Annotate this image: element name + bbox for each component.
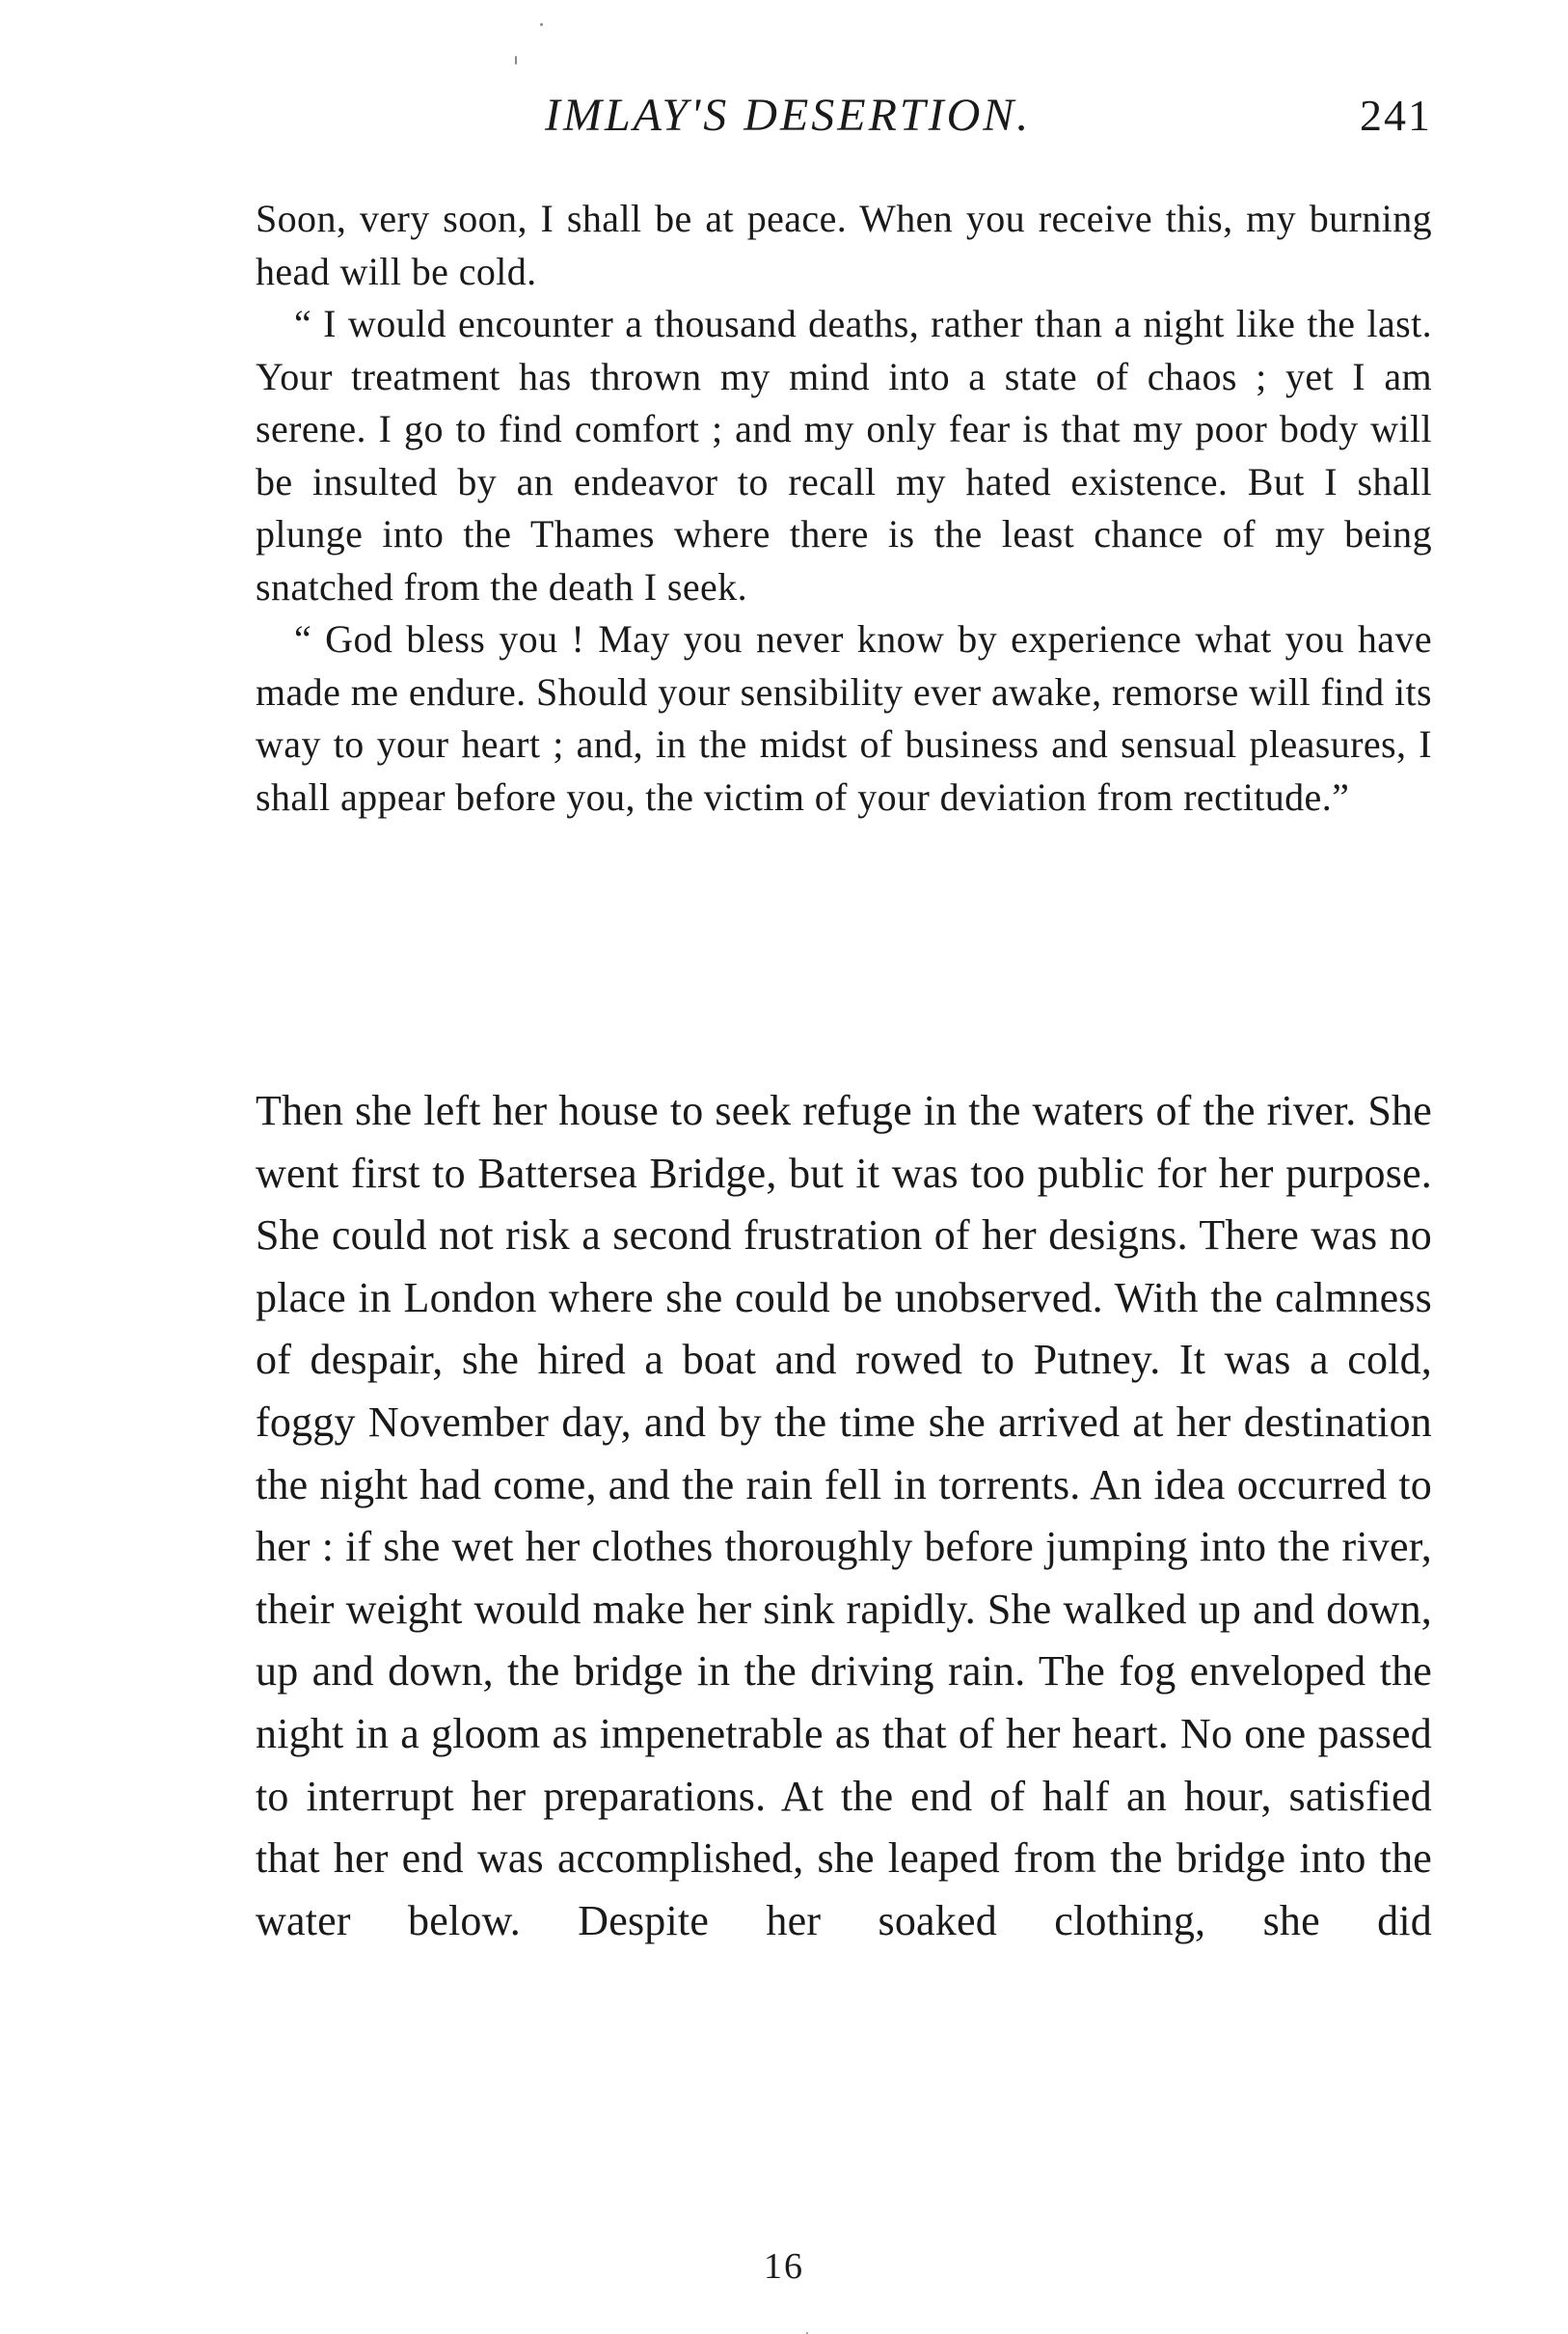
letter-paragraph: “ God bless you ! May you never know by experience what you have made me endure. Should your sensibility ever awake, remorse will find its way to your heart ; and, in the midst of business and sensual pleasures, I shall appear before you, the victim of your deviation from rectitude.” (256, 617, 1432, 819)
letter-paragraph: Soon, very soon, I shall be at peace. When you receive this, my burning head will be cold. (256, 197, 1432, 293)
narrative-paragraph: Then she left her house to seek refuge in the waters of the river. She went first to Battersea Bridge, but it was too public for her purpose. She could not risk a second frustration of her designs. There was no place in London where she could be unobserved. With the calmness of despair, she hired a boat and rowed to Putney. It was a cold, foggy November day, and by the time she arrived at her destination the night had come, and the rain fell in torrents. An idea occurred to her : if she wet her clothes thoroughly before jumping into the river, their weight would make her sink rapidly. She walked up and down, up and down, the bridge in the driving rain. The fog enveloped the night in a gloom as impenetrable as that of her heart. No one passed to interrupt her preparations. At the end of half an hour, satisfied that her end was accomplished, she leaped from the bridge into the water below. Despite her soaked clothing, she did (256, 1087, 1432, 1944)
print-speck (515, 56, 517, 65)
narrative-body (256, 1080, 1432, 1952)
running-head (256, 87, 1432, 145)
signature-mark: 16 (764, 2246, 804, 2287)
print-speck (540, 23, 543, 26)
page-number: 241 (1360, 91, 1432, 140)
letter-paragraph: “ I would encounter a thousand deaths, rather than a night like the last. Your treatment has thrown my mind into a state of chaos ; yet I am serene. I go to find comfort ; and my only fear is that my poor body will be insulted by an endeavor to recall my hated existence. But I shall plunge into the Thames where there is the least chance of my being snatched from the death I seek. (256, 302, 1432, 609)
running-title: IMLAY'S DESERTION. (545, 90, 1032, 141)
quoted-letter (256, 193, 1432, 824)
